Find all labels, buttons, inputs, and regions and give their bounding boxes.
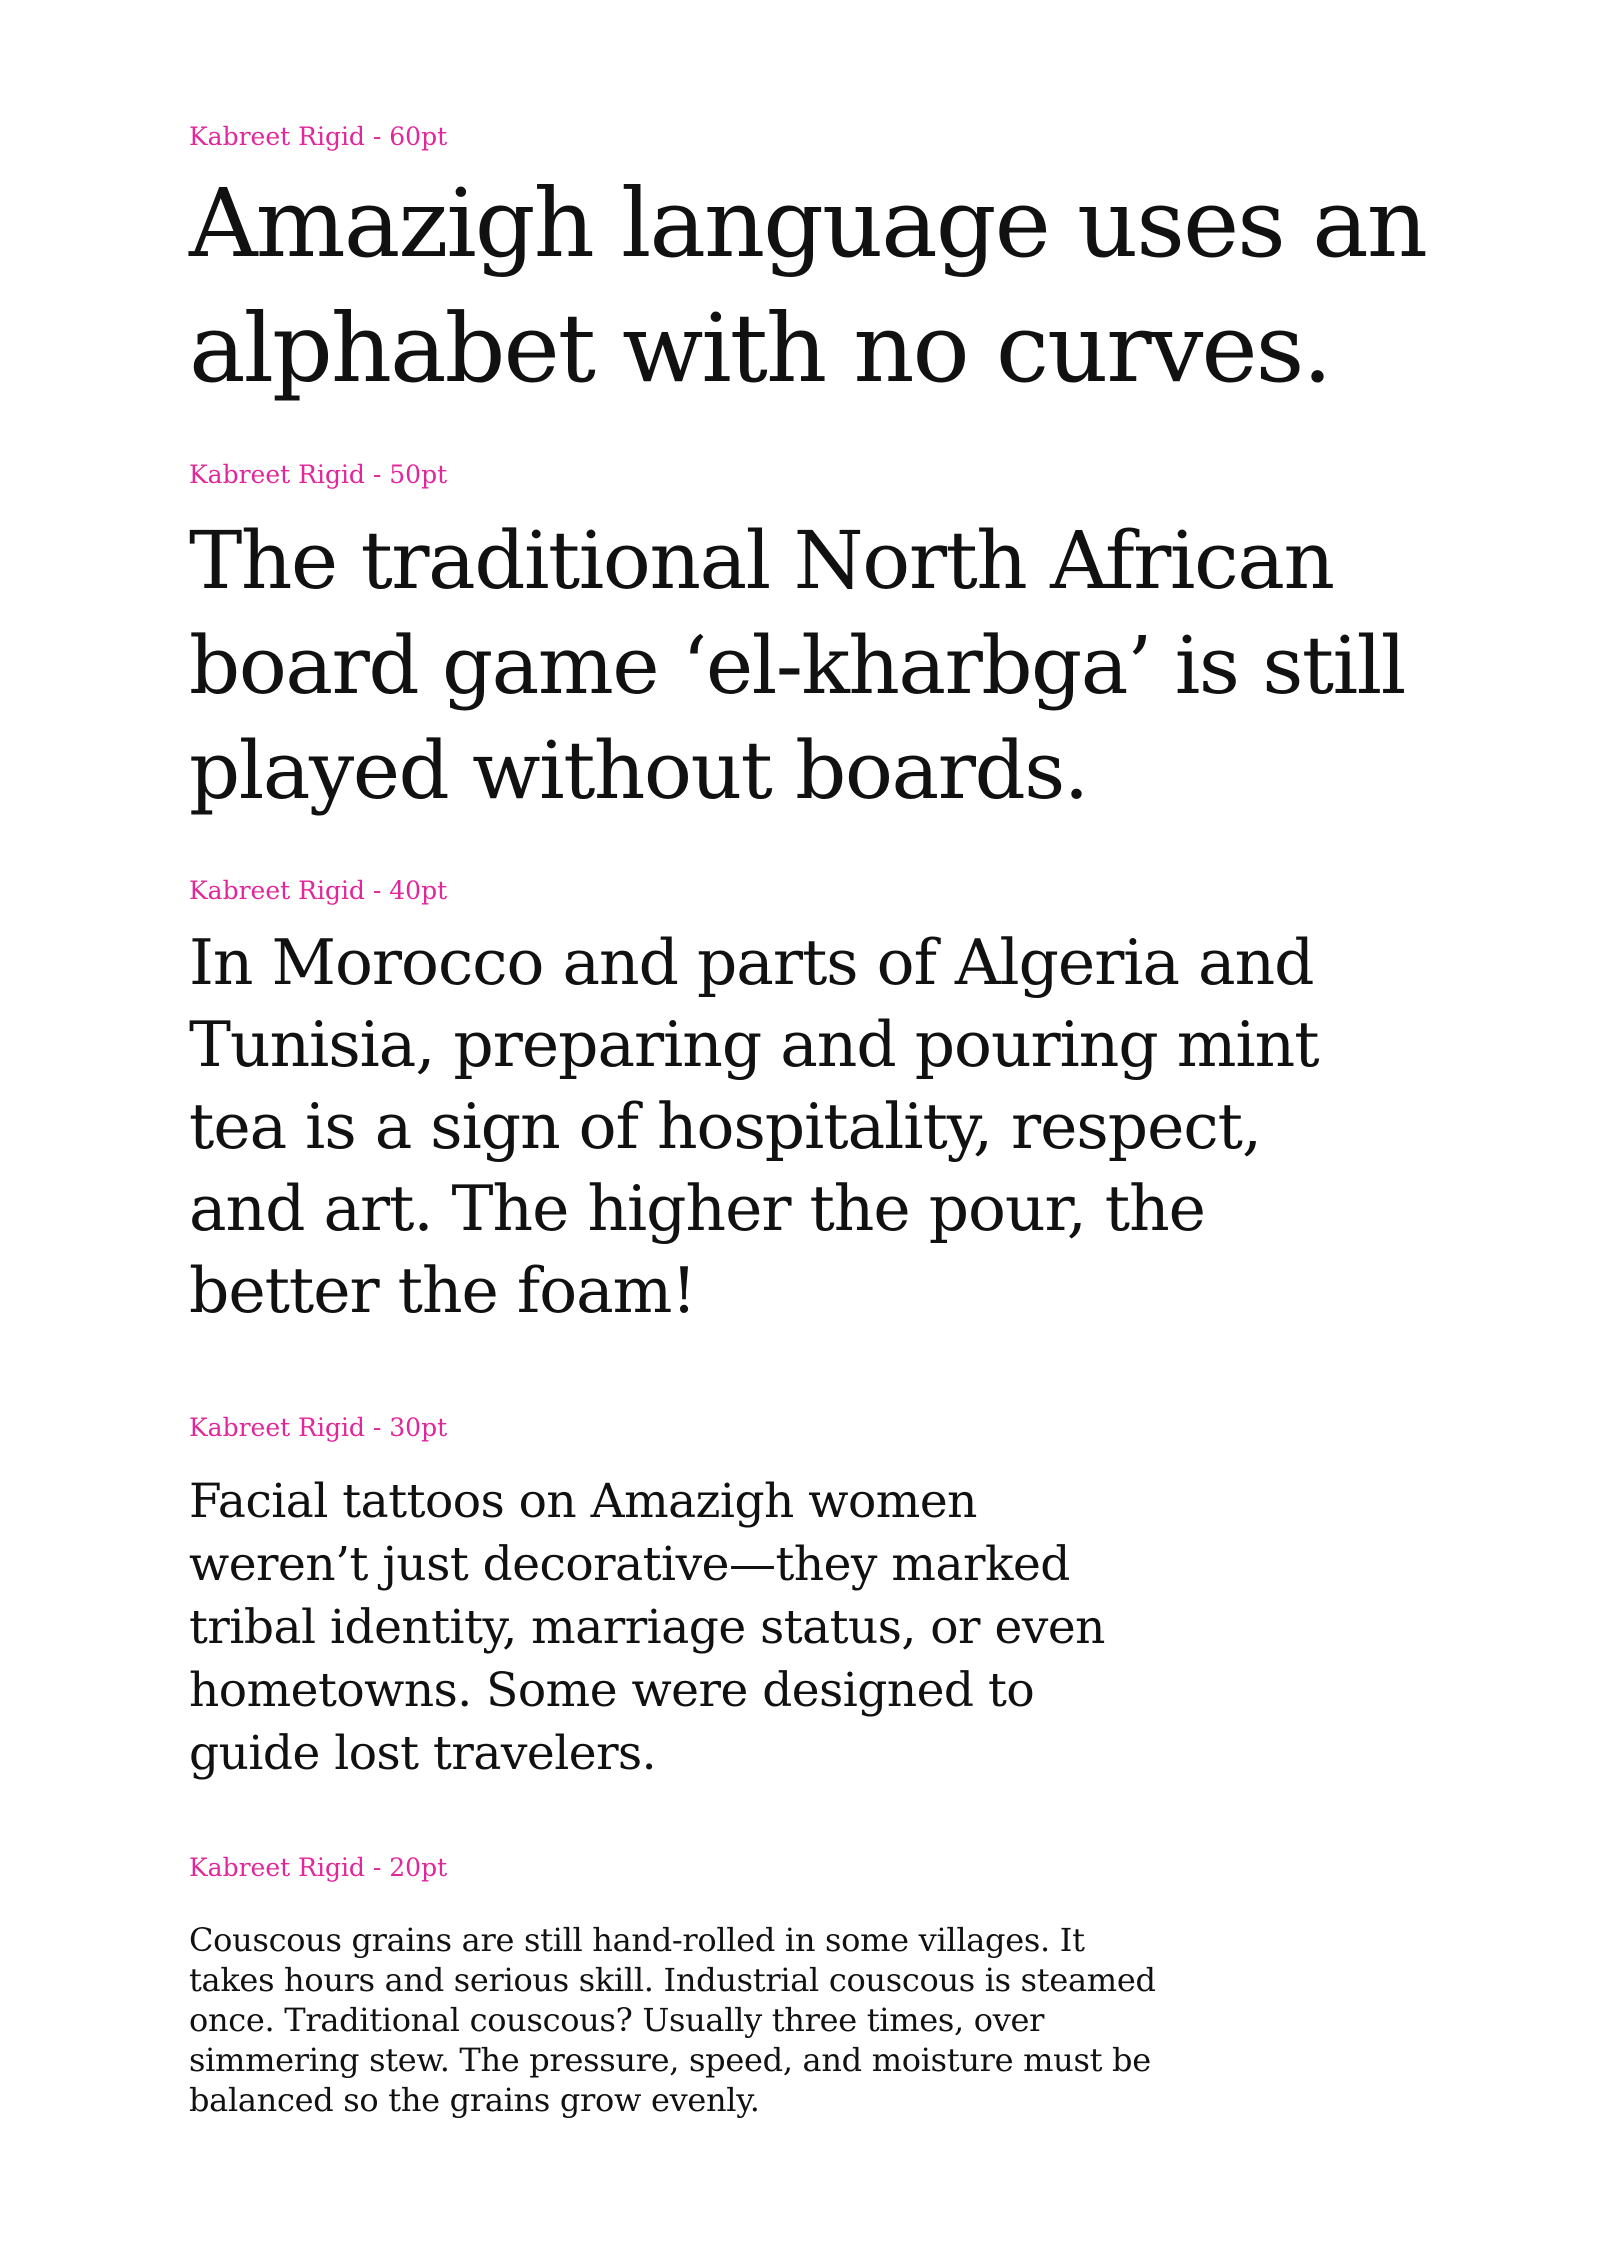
specimen-text-40pt [189,922,1319,1332]
specimen-line: takes hours and serious skill. Industrial couscous is steamed [189,1961,1156,1999]
specimen-line: tribal identity, marriage status, or even [189,1600,1105,1655]
specimen-line: Amazigh language uses an [189,169,1426,279]
specimen-line: tea is a sign of hospitality, respect, [189,1090,1262,1163]
specimen-line: hometowns. Some were designed to [189,1663,1035,1718]
specimen-line: once. Traditional couscous? Usually three times, over [189,2001,1045,2039]
specimen-text-20pt [189,1920,1156,2120]
specimen-line: board game ‘el-kharbga’ is still [189,619,1405,712]
specimen-line: Couscous grains are still hand-rolled in some villages. It [189,1921,1085,1959]
specimen-text-60pt [189,162,1426,412]
specimen-line: guide lost travelers. [189,1726,657,1781]
specimen-text-50pt [189,508,1405,823]
specimen-line: played without boards. [189,724,1088,817]
specimen-label-50pt: Kabreet Rigid - 50pt [189,460,448,489]
specimen-line: weren’t just decorative—they marked [189,1537,1070,1592]
specimen-line: The traditional North African [189,514,1334,607]
specimen-line: simmering stew. The pressure, speed, and moisture must be [189,2041,1151,2079]
specimen-line: better the foam! [189,1254,696,1327]
specimen-line: In Morocco and parts of Algeria and [189,926,1314,999]
specimen-line: and art. The higher the pour, the [189,1172,1205,1245]
specimen-label-30pt: Kabreet Rigid - 30pt [189,1413,448,1442]
specimen-text-30pt [189,1470,1105,1785]
specimen-label-20pt: Kabreet Rigid - 20pt [189,1853,448,1882]
specimen-line: Facial tattoos on Amazigh women [189,1474,977,1529]
specimen-line: Tunisia, preparing and pouring mint [189,1008,1319,1081]
specimen-label-60pt: Kabreet Rigid - 60pt [189,122,448,151]
specimen-label-40pt: Kabreet Rigid - 40pt [189,876,448,905]
specimen-line: balanced so the grains grow evenly. [189,2081,760,2119]
specimen-line: alphabet with no curves. [189,294,1331,404]
